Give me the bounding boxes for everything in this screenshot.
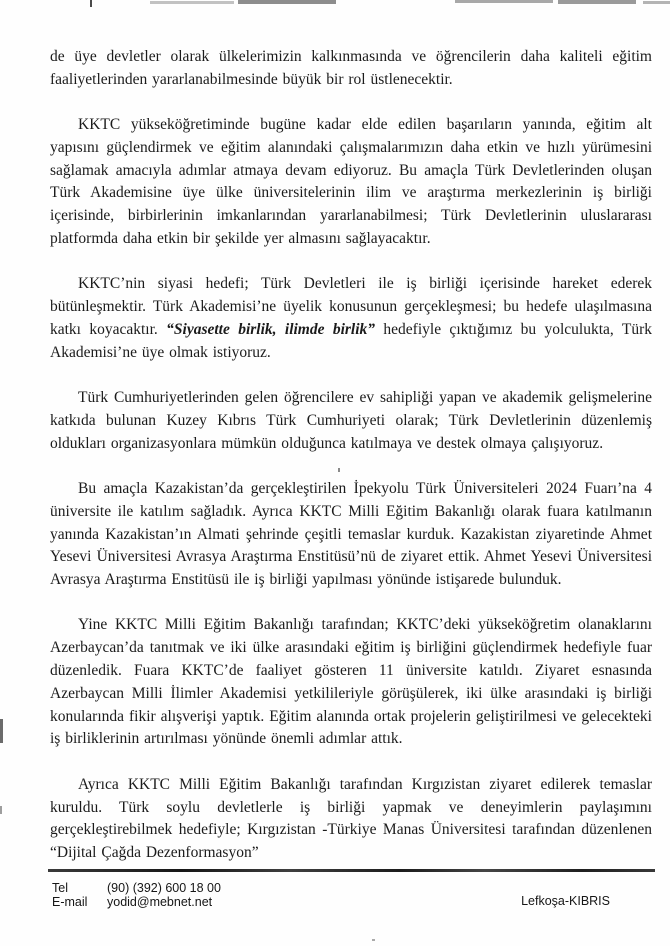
footer-tel-row [52,881,221,895]
body-paragraph: Bu amaçla Kazakistan’da gerçekleştirilen İpekyolu Türk Üniversiteleri 2024 Fuarı’na 4 üniversite ile katılım sağladık. Ayrıca KKTC Milli Eğitim Bakanlığı olarak fuara katılmanın yanında Kazakistan’ın Almati şehrinde çeşitli temaslar kurduk. Kazakistan ziyaretinde Ahmet Yesevi Üniversitesi Avrasya Araştırma Enstitüsü’nü de ziyaret ettik. Ahmet Yesevi Üniversitesi Avrasya Araştırma Enstitüsü ile iş birliği yapılması yönünde istişarede bulunduk. [50,479,652,589]
scan-artifact [0,719,3,743]
scan-artifact [0,806,2,814]
scan-artifact [643,1,670,4]
footer-email-row [52,895,221,909]
scan-artifact [238,0,336,4]
body-paragraph: Ayrıca KKTC Milli Eğitim Bakanlığı tarafından Kırgızistan ziyaret edilerek temaslar kuruldu. Türk soylu devletlerle iş birliği yapmak ve deneyimlerin paylaşımını gerçekleştirebilmek hedefiyle; Kırgızistan -Türkiye Manas Üniversitesi tarafından düzenlenen “Dijital Çağda Dezenformasyon” [50,775,652,862]
paragraph-text: KKTC’nin siyasi hedefi; Türk Devletleri ile iş birliği içerisinde hareket ederek bütünleşmektir. Türk Akademisi’ne üyelik konusunun gerçekleşmesi; bu hedefe ulaşılmasına katkı koyacaktır. [50,275,652,338]
body-paragraph: de üye devletler olarak ülkelerimizin kalkınmasında ve öğrencilerin daha kaliteli eğitim faaliyetlerinden yararlanabilmesinde büyük bir rol üstlenecektir. [50,48,652,88]
scan-artifact [150,1,234,4]
tel-label: Tel [52,881,68,895]
letter-body [50,46,652,887]
body-paragraph: Türk Cumhuriyetlerinden gelen öğrencilere ev sahipliği yapan ve akademik gelişmelerine katkıda bulunan Kuzey Kıbrıs Türk Cumhuriyeti olarak; Türk Devletlerinin düzenlemiş oldukları organizasyonlara mümkün olduğunca katılmaya ve destek olmaya çalışıyoruz. [50,389,652,452]
email-label: E-mail [52,895,88,909]
body-paragraph [50,273,652,364]
tel-value: (90) (392) 600 18 00 [107,881,221,895]
quote-emphasis: “Siyasette birlik, ilimde birlik” [166,320,376,338]
body-paragraph: Yine KKTC Milli Eğitim Bakanlığı tarafından; KKTC’deki yükseköğretim olanaklarını Azerbaycan’da tanıtmak ve iki ülke arasındaki eğitim iş birliğini güçlendirmek hedefiyle fuar düzenledik. Fuara KKTC’de faaliyet gösteren 11 üniversite katıldı. Ziyaret esnasında Azerbaycan Milli İlimler Akademisi yetkilileriyle görüşülerek, iki ülke arasındaki iş birliği konularında fikir alışverişi yaptık. Eğitim alanında ortak projelerin geliştirilmesi ve gelecekteki iş birliklerinin artırılması yönünde önemli adımlar attık. [50,616,652,748]
scan-artifact [90,0,92,7]
footer-location: Lefkoşa-KIBRIS [521,894,610,908]
footer-contact [52,881,221,909]
email-value: yodid@mebnet.net [107,895,213,909]
scan-artifact [455,0,553,3]
footer-divider [48,869,655,872]
body-paragraph: KKTC yükseköğretiminde bugüne kadar elde edilen başarıların yanında, eğitim alt yapısını güçlendirmek ve eğitim alanındaki çalışmalarımızın daha etkin ve hızlı yürümesini sağlamak amacıyla adımlar atmaya devam ediyoruz. Bu amaçla Türk Devletlerinden oluşan Türk Akademisine üye ülke üniversitelerinin ilim ve araştırma merkezlerinin iş birliği içerisinde, birbirlerinin imkanlarından yararlanabilmesi; Türk Devletlerinin uluslararası platformda daha etkin bir şekilde yer almasını sağlayacaktır. [50,116,652,248]
scan-artifact [558,0,636,4]
scan-artifact [372,939,375,941]
paragraph-text: hedefiyle çıktığımız bu yolculukta, Türk Akademisi’ne üye olmak istiyoruz. [50,320,653,361]
